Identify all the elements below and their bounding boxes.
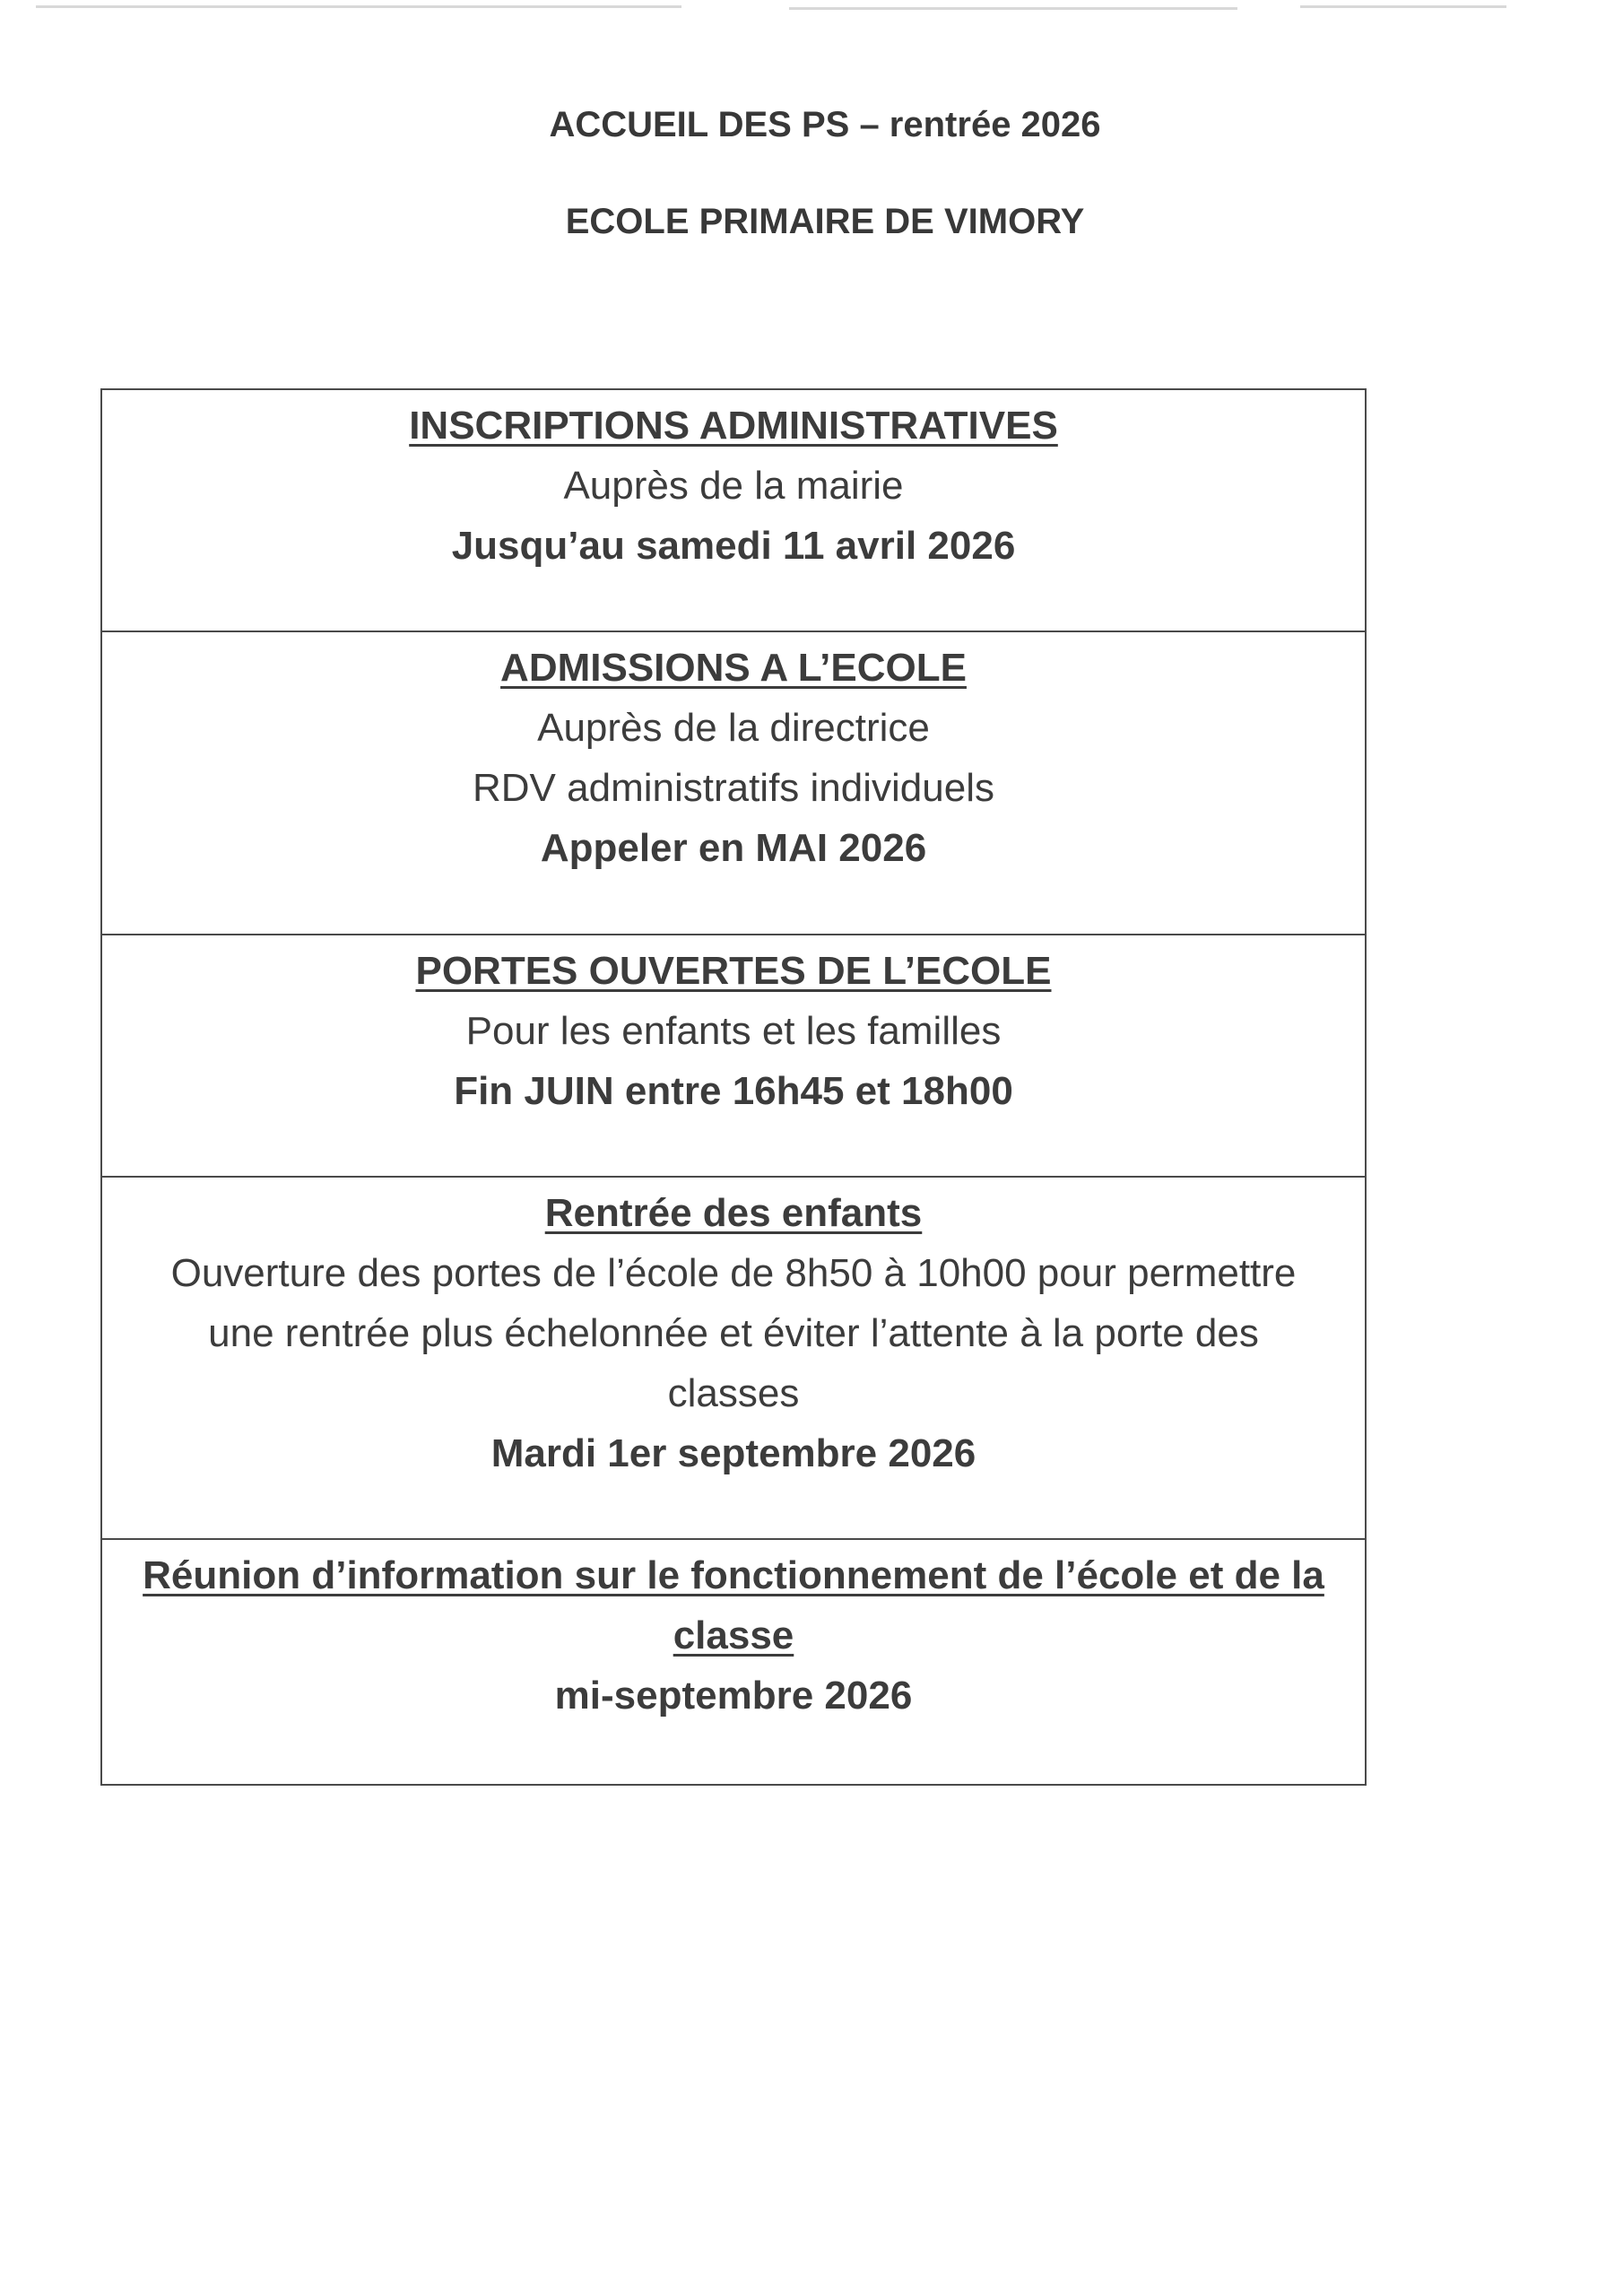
section-detail: Auprès de la mairie — [563, 464, 904, 508]
section-admissions — [102, 632, 1365, 935]
section-heading: PORTES OUVERTES DE L’ECOLE — [415, 949, 1052, 993]
section-heading: Rentrée des enfants — [544, 1191, 923, 1235]
scan-edge-mark — [36, 5, 681, 8]
section-date: Jusqu’au samedi 11 avril 2026 — [451, 524, 1016, 568]
section-detail: Pour les enfants et les familles — [465, 1009, 1002, 1053]
scan-edge-mark — [1300, 5, 1506, 8]
scan-edge-mark — [789, 7, 1237, 10]
section-inscriptions — [102, 390, 1365, 632]
section-portes-ouvertes — [102, 935, 1365, 1178]
section-rentree — [102, 1178, 1365, 1540]
section-detail: RDV administratifs individuels — [473, 766, 994, 810]
section-heading: ADMISSIONS A L’ECOLE — [500, 646, 967, 690]
school-name: ECOLE PRIMAIRE DE VIMORY — [565, 202, 1085, 241]
section-date: Mardi 1er septembre 2026 — [490, 1431, 976, 1475]
section-reunion — [102, 1540, 1365, 1784]
section-heading: Réunion d’information sur le fonctionnement de l’école et de la classe — [143, 1553, 1324, 1657]
section-date: Appeler en MAI 2026 — [540, 826, 927, 870]
schedule-table — [100, 388, 1367, 1786]
section-detail: Ouverture des portes de l’école de 8h50 à 10h00 pour permettre une rentrée plus échelonnée et éviter l’attente à la porte des classes — [170, 1251, 1297, 1415]
section-date: Fin JUIN entre 16h45 et 18h00 — [454, 1069, 1013, 1113]
page-title: ACCUEIL DES PS – rentrée 2026 — [549, 105, 1101, 144]
section-date: mi-septembre 2026 — [554, 1674, 913, 1718]
section-detail: Auprès de la directrice — [537, 706, 930, 750]
section-heading: INSCRIPTIONS ADMINISTRATIVES — [409, 404, 1058, 448]
